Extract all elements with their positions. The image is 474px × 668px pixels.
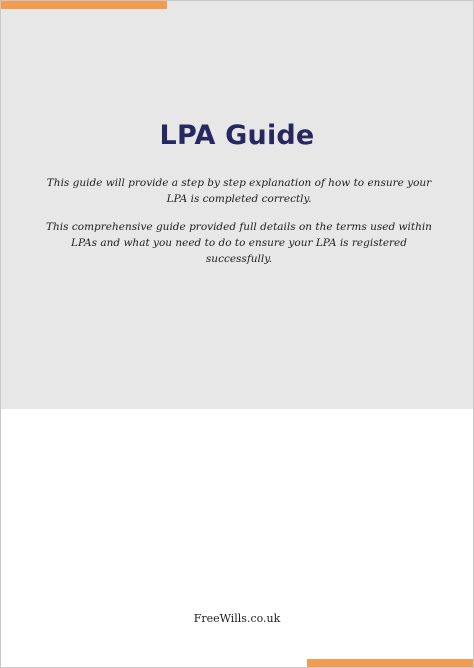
page-title: LPA Guide: [159, 120, 315, 151]
bottom-accent-bar: [307, 659, 473, 667]
footer-brand: FreeWills.co.uk: [193, 612, 281, 625]
intro-paragraph-2: This comprehensive guide provided full details on the terms used within LPAs and what you need to do to ensure your LPA is registered successfully.: [46, 221, 432, 265]
intro-paragraph-1: This guide will provide a step by step explanation of how to ensure your LPA is completed correctly.: [46, 177, 432, 205]
top-accent-bar: [1, 1, 167, 9]
